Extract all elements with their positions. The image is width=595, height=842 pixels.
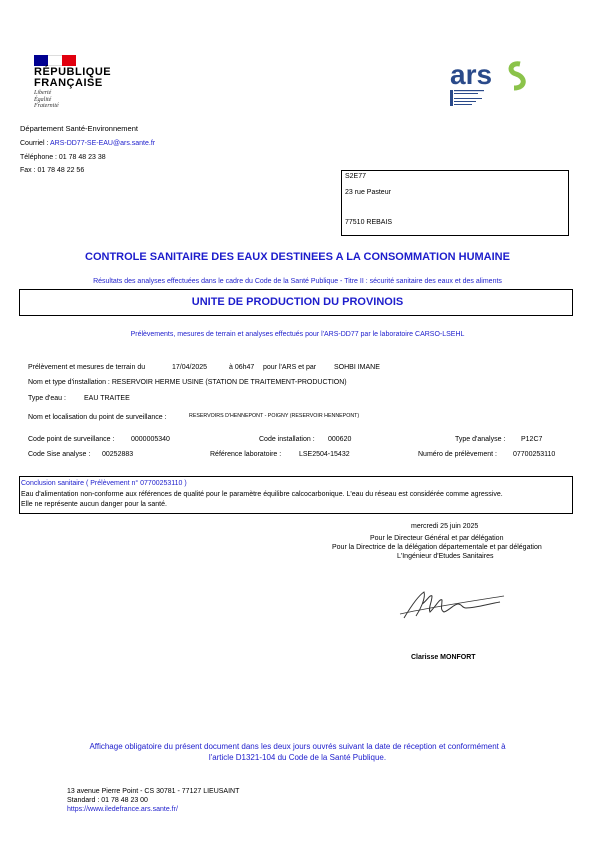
- sampling-by: pour l'ARS et par: [263, 364, 317, 371]
- phone: Téléphone : 01 78 48 23 38: [20, 154, 106, 161]
- rf-title-line2: FRANÇAISE: [34, 77, 103, 89]
- code-point-label: Code point de surveillance :: [28, 436, 115, 443]
- analysis-type: P12C7: [521, 436, 543, 443]
- recipient-address-box: [341, 170, 569, 236]
- republique-francaise-logo-text: [34, 67, 111, 89]
- analysis-type-label: Type d'analyse :: [455, 436, 506, 443]
- ars-logo: [448, 58, 534, 118]
- rf-motto: [34, 90, 59, 110]
- sise-label: Code Sise analyse :: [28, 451, 91, 458]
- code-install-label: Code installation :: [259, 436, 315, 443]
- point-label: Nom et localisation du point de surveillance :: [28, 414, 167, 421]
- recipient-line1: S2E77: [345, 173, 367, 180]
- sampling-date: 17/04/2025: [172, 364, 208, 371]
- email-label: Courriel :: [20, 140, 50, 147]
- sample-no-label: Numéro de prélèvement :: [418, 451, 497, 458]
- lab-ref: LSE2504-15432: [299, 451, 350, 458]
- footer-standard: Standard : 01 78 48 23 00: [67, 797, 148, 804]
- sampling-note: Prélèvements, mesures de terrain et analyses effectués pour l'ARS-DD77 par le laboratoire CARSO-LSEHL: [130, 331, 465, 338]
- recipient-line2: 23 rue Pasteur: [345, 189, 391, 196]
- lab-ref-label: Référence laboratoire :: [210, 451, 282, 458]
- sampling-time: à 06h47: [229, 364, 255, 371]
- ars-logo-text: ars: [450, 59, 493, 90]
- unit-title: UNITE DE PRODUCTION DU PROVINOIS: [191, 296, 404, 308]
- code-install: 000620: [328, 436, 352, 443]
- display-notice: [0, 741, 595, 763]
- document-title: CONTROLE SANITAIRE DES EAUX DESTINEES A LA CONSOMMATION HUMAINE: [85, 251, 510, 263]
- document-subtitle: Résultats des analyses effectuées dans le cadre du Code de la Santé Publique - Titre II : sécurité sanitaire des eaux et des aliments: [93, 278, 502, 285]
- department: Département Santé-Environnement: [20, 124, 138, 133]
- notice-line1: Affichage obligatoire du présent document dans les deux jours ouvrés suivant la date de réception et conformément à: [89, 742, 506, 751]
- signature-date: mercredi 25 juin 2025: [411, 523, 479, 530]
- fax: Fax : 01 78 48 22 56: [20, 167, 85, 174]
- installation: Nom et type d'installation : RESERVOIR HERME USINE (STATION DE TRAITEMENT-PRODUCTION): [28, 379, 347, 386]
- conclusion-heading: Conclusion sanitaire ( Prélèvement n° 07700253110 ): [21, 480, 187, 487]
- notice-line2: l'article D1321-104 du Code de la Santé Publique.: [208, 753, 387, 762]
- rf-motto-liberte: Liberté: [34, 90, 52, 96]
- sampling-label: Prélèvement et mesures de terrain du: [28, 364, 146, 371]
- email-link[interactable]: ARS-DD77-SE-EAU@ars.sante.fr: [49, 140, 156, 147]
- code-point: 0000005340: [131, 436, 170, 443]
- sample-no: 07700253110: [513, 451, 556, 458]
- signature-line1: Pour le Directeur Général et par délégation: [370, 535, 504, 542]
- footer-address: 13 avenue Pierre Point - CS 30781 - 77127 LIEUSAINT: [67, 788, 240, 795]
- water-type: EAU TRAITEE: [84, 395, 130, 402]
- signature-line3: L'Ingénieur d'Etudes Sanitaires: [397, 553, 494, 560]
- marianne-logo: [34, 55, 76, 66]
- email-line: [20, 139, 155, 148]
- rf-motto-fraternite: Fraternité: [34, 103, 59, 109]
- conclusion-line2: Elle ne représente aucun danger pour la santé.: [21, 501, 167, 508]
- sampler: SOHBI IMANE: [334, 364, 380, 371]
- signature-line2: Pour la Directrice de la délégation départementale et par délégation: [332, 544, 542, 551]
- sise: 00252883: [102, 451, 134, 458]
- handwritten-signature: [396, 588, 506, 622]
- rf-title-line1: RÉPUBLIQUE: [34, 66, 112, 78]
- conclusion-line1: Eau d'alimentation non-conforme aux références de qualité pour le paramètre équilibre calcocarbonique. L'eau du réseau est considérée comme agressive.: [21, 491, 503, 498]
- footer-website-link[interactable]: https://www.iledefrance.ars.sante.fr/: [67, 806, 178, 813]
- recipient-line3: 77510 REBAIS: [345, 219, 393, 226]
- signatory-name: Clarisse MONFORT: [411, 654, 476, 661]
- rf-motto-egalite: Égalité: [34, 96, 52, 103]
- water-type-label: Type d'eau :: [28, 395, 66, 402]
- point-value: RESERVOIRS D'HENNEPONT - POIGNY (RESERVOIR HENNEPONT): [189, 413, 360, 419]
